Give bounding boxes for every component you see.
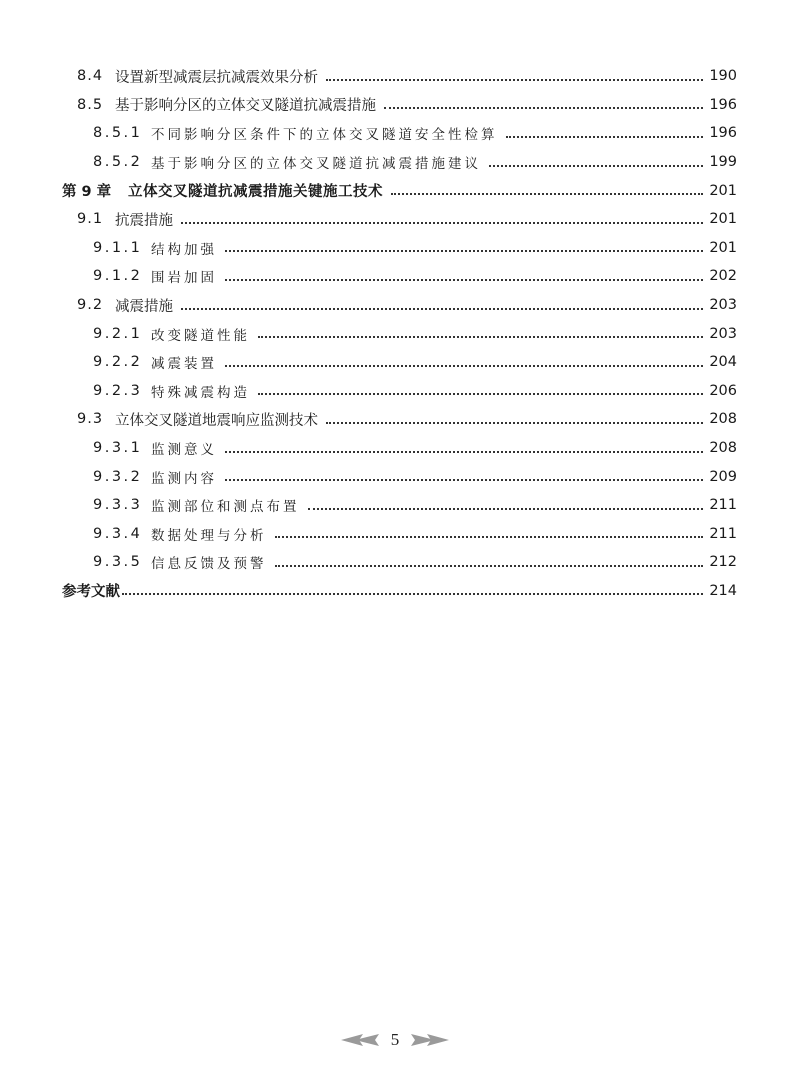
toc-entry-number: 9.2 bbox=[77, 297, 104, 314]
toc-entry-number: 8.5.1 bbox=[93, 125, 143, 142]
dot-leader bbox=[506, 135, 704, 138]
toc-entry-title: 监测部位和测点布置 bbox=[151, 499, 300, 516]
toc-entry-number: 9.2.1 bbox=[93, 325, 143, 342]
dot-leader bbox=[258, 392, 703, 395]
toc-entry-title: 监测意义 bbox=[151, 442, 217, 459]
toc-entry-title: 设置新型减震层抗减震效果分析 bbox=[115, 69, 318, 86]
toc-entry-number: 8.5 bbox=[77, 96, 104, 113]
toc-references-entry[interactable] bbox=[0, 577, 790, 606]
toc-entry-page: 208 bbox=[709, 411, 737, 428]
dot-leader bbox=[225, 278, 703, 281]
page-number: 5 bbox=[390, 1030, 400, 1049]
toc-section-entry[interactable] bbox=[0, 548, 790, 577]
toc-entry-page: 190 bbox=[709, 68, 737, 85]
toc-entry-page: 203 bbox=[709, 297, 737, 314]
toc-entry-page: 196 bbox=[709, 96, 737, 113]
toc-entry-page: 212 bbox=[709, 554, 737, 571]
dot-leader bbox=[326, 421, 703, 424]
toc-entry-page: 201 bbox=[709, 239, 737, 256]
toc-section-entry[interactable] bbox=[0, 319, 790, 348]
toc-entry-page: 202 bbox=[709, 268, 737, 285]
toc-section-entry[interactable] bbox=[0, 62, 790, 91]
toc-chapter-entry[interactable] bbox=[0, 176, 790, 205]
toc-entry-title: 基于影响分区的立体交叉隧道抗减震措施 bbox=[115, 98, 376, 115]
dot-leader bbox=[258, 335, 703, 338]
toc-entry-page: 204 bbox=[709, 354, 737, 371]
toc-entry-number: 9.3.2 bbox=[93, 468, 143, 485]
left-arrow-ornament-icon bbox=[341, 1032, 381, 1048]
dot-leader bbox=[225, 450, 703, 453]
toc-section-entry[interactable] bbox=[0, 91, 790, 120]
toc-entry-page: 211 bbox=[709, 525, 737, 542]
dot-leader bbox=[489, 164, 703, 167]
dot-leader bbox=[225, 364, 703, 367]
toc-entry-title: 参考文献 bbox=[62, 584, 120, 601]
toc-section-entry[interactable] bbox=[0, 205, 790, 234]
dot-leader bbox=[275, 564, 704, 567]
toc-section-entry[interactable] bbox=[0, 377, 790, 406]
toc-entry-number: 9.1.1 bbox=[93, 239, 143, 256]
toc-entry-page: 199 bbox=[709, 154, 737, 171]
toc-entry-number: 9.3.5 bbox=[93, 554, 143, 571]
toc-entry-page: 208 bbox=[709, 440, 737, 457]
toc-section-entry[interactable] bbox=[0, 434, 790, 463]
toc-entry-title: 立体交叉隧道地震响应监测技术 bbox=[115, 412, 318, 429]
dot-leader bbox=[225, 249, 703, 252]
toc-entry-number: 9.3.1 bbox=[93, 440, 143, 457]
right-arrow-ornament-icon bbox=[409, 1032, 449, 1048]
toc-entry-title: 结构加强 bbox=[151, 241, 217, 258]
toc-entry-title: 立体交叉隧道抗减震措施关键施工技术 bbox=[128, 184, 383, 201]
toc-entry-title: 基于影响分区的立体交叉隧道抗减震措施建议 bbox=[151, 156, 481, 173]
toc-entry-number: 9.1 bbox=[77, 211, 104, 228]
toc-entry-page: 196 bbox=[709, 125, 737, 142]
toc-entry-page: 214 bbox=[709, 582, 737, 599]
dot-leader bbox=[225, 478, 703, 481]
toc-section-entry[interactable] bbox=[0, 462, 790, 491]
toc-entry-page: 211 bbox=[709, 497, 737, 514]
toc-section-entry[interactable] bbox=[0, 119, 790, 148]
toc-entry-number: 9.2.3 bbox=[93, 382, 143, 399]
toc-section-entry[interactable] bbox=[0, 234, 790, 263]
dot-leader bbox=[181, 307, 703, 310]
toc-entry-number: 9.3 bbox=[77, 411, 104, 428]
toc-entry-title: 改变隧道性能 bbox=[151, 327, 250, 344]
page-footer bbox=[0, 1030, 790, 1050]
table-of-contents bbox=[0, 62, 790, 605]
toc-entry-title: 信息反馈及预警 bbox=[151, 556, 267, 573]
toc-entry-title: 特殊减震构造 bbox=[151, 384, 250, 401]
toc-entry-page: 203 bbox=[709, 325, 737, 342]
toc-entry-number: 第 9 章 bbox=[62, 184, 112, 201]
toc-entry-number: 9.3.4 bbox=[93, 525, 143, 542]
toc-entry-title: 减震措施 bbox=[115, 298, 173, 315]
dot-leader bbox=[384, 106, 703, 109]
toc-section-entry[interactable] bbox=[0, 520, 790, 549]
dot-leader bbox=[275, 535, 704, 538]
toc-entry-number: 8.5.2 bbox=[93, 154, 143, 171]
toc-entry-page: 201 bbox=[709, 211, 737, 228]
toc-section-entry[interactable] bbox=[0, 348, 790, 377]
toc-entry-title: 不同影响分区条件下的立体交叉隧道安全性检算 bbox=[151, 127, 498, 144]
toc-section-entry[interactable] bbox=[0, 148, 790, 177]
toc-entry-number: 9.3.3 bbox=[93, 497, 143, 514]
toc-section-entry[interactable] bbox=[0, 405, 790, 434]
toc-entry-title: 抗震措施 bbox=[115, 212, 173, 229]
toc-section-entry[interactable] bbox=[0, 262, 790, 291]
toc-entry-title: 减震装置 bbox=[151, 356, 217, 373]
dot-leader bbox=[326, 78, 703, 81]
toc-entry-title: 监测内容 bbox=[151, 470, 217, 487]
toc-entry-number: 9.2.2 bbox=[93, 354, 143, 371]
toc-entry-page: 201 bbox=[709, 182, 737, 199]
dot-leader bbox=[122, 592, 703, 595]
toc-entry-number: 8.4 bbox=[77, 68, 104, 85]
toc-entry-title: 数据处理与分析 bbox=[151, 527, 267, 544]
toc-entry-page: 209 bbox=[709, 468, 737, 485]
toc-section-entry[interactable] bbox=[0, 491, 790, 520]
dot-leader bbox=[308, 507, 704, 510]
toc-section-entry[interactable] bbox=[0, 291, 790, 320]
toc-entry-number: 9.1.2 bbox=[93, 268, 143, 285]
toc-entry-page: 206 bbox=[709, 382, 737, 399]
dot-leader bbox=[391, 192, 703, 195]
dot-leader bbox=[181, 221, 703, 224]
toc-entry-title: 围岩加固 bbox=[151, 270, 217, 287]
